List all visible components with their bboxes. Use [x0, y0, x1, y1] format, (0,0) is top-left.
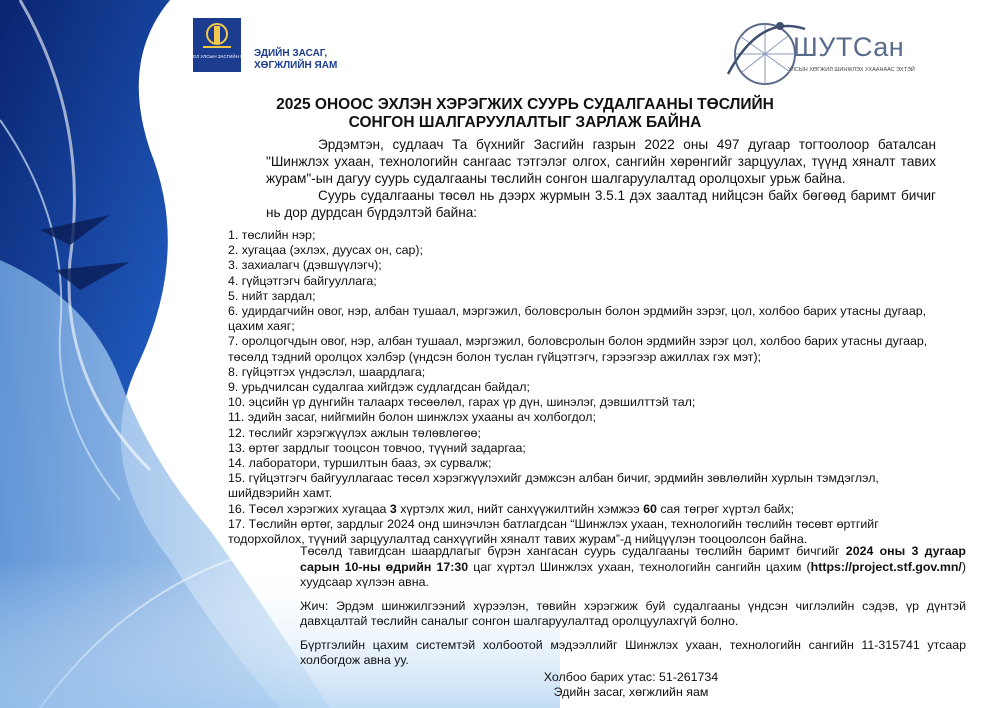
note-paragraph: Жич: Эрдэм шинжилгээний хүрээлэн, төвийн хэрэгжиж буй судалгааны үндсэн чиглэлийн сэдэв, үр дүнтэй давхцалтай төслийн саналыг сонгон шалгаруулалтад оролцуулахгүй болно.	[300, 598, 966, 628]
list-item: 9. урьдчилсан судалгаа хийгдэж судлагдсан байдал;	[228, 380, 530, 395]
list-item: 1. төслийн нэр;	[228, 228, 316, 242]
ministry-line-2: ХӨГЖЛИЙН ЯАМ	[254, 60, 338, 71]
req16-years: 3	[389, 501, 397, 516]
registration-paragraph: Бүртгэлийн цахим системтэй холбоотой мэдээллийг Шинжлэх ухаан, технологийн сангийн 11-315741 утсаар холбогдож авна уу.	[300, 637, 966, 667]
footer-ministry: Эдийн засаг, хөгжлийн яам	[553, 685, 709, 699]
ministry-logo-text	[254, 48, 337, 72]
intro-paragraph-2: Суурь судалгааны төсөл нь дээрх журмын 3.5.1 дэх заалтад нийцсэн байх бөгөөд баримт бичиг нь дор дурдсан бүрдэлтэй байна:	[266, 188, 936, 220]
list-item: 13. өртөг зардлыг тооцсон товчоо, түүний задаргаа;	[228, 440, 526, 455]
intro-section	[266, 136, 936, 221]
requirements-list	[228, 228, 948, 547]
list-item: 11. эдийн засаг, нийгмийн болон шинжлэх ухааны ач холбогдол;	[228, 410, 596, 425]
portal-link[interactable]: https://project.stf.gov.mn/	[810, 559, 962, 574]
list-item: 10. эцсийн үр дүнгийн талаарх төсөөлөл, гарах үр дүн, шинэлэг, дэвшилттэй тал;	[228, 395, 696, 410]
notes-section	[300, 544, 966, 677]
req16-suffix: сая төгрөг хүртэл байх;	[656, 501, 795, 516]
ministry-line-1: ЭДИЙН ЗАСАГ,	[254, 48, 328, 59]
deadline-middle: цаг хүртэл Шинжлэх ухаан, технологийн сангийн цахим (	[468, 559, 811, 574]
title-line-1: 2025 ОНООС ЭХЛЭН ХЭРЭГЖИХ СУУРЬ СУДАЛГААНЫ ТӨСЛИЙН	[276, 96, 774, 113]
svg-text:МОНГОЛ УЛСЫН ЗАСГИЙН ГАЗАР: МОНГОЛ УЛСЫН ЗАСГИЙН ГАЗАР	[180, 54, 254, 59]
deadline-prefix: Төсөлд тавигдсан шаардлагыг бүрэн хангасан суурь судалгааны төслийн баримт бичгийг	[300, 544, 846, 558]
list-item: 12. төслийг хэрэгжүүлэх ажлын төлөвлөгөө;	[228, 425, 481, 440]
req16-middle: хүртэлх жил, нийт санхүүжилтийн хэмжээ	[396, 501, 644, 516]
intro-paragraph-1: Эрдэмтэн, судлаач Та бүхнийг Засгийн газрын 2022 оны 497 дугаар тогтоолоор баталсан "Шинжлэх ухаан, технологийн сангаас тэтгэлэг олгох, сангийн хөрөнгийг зарцуулах, түүнд хяналт тавих журам"-ын дагуу суурь судалгааны төслийн сонгон шалгаруулалтад оролцохыг урьж байна.	[266, 137, 936, 186]
deadline-paragraph	[300, 544, 966, 591]
req16-amount: 60	[643, 501, 657, 516]
government-emblem-icon	[180, 18, 254, 72]
page-title	[230, 96, 820, 132]
stf-subtitle: УЛСЫН ХӨГЖИЛ ШИНЖЛЭХ УХААНААС ЭХТЭЙ	[788, 67, 915, 73]
deadline-date: 2024 оны 3 дугаар сарын 10-ны өдрийн 17:30	[300, 544, 966, 574]
list-item-16	[228, 502, 948, 517]
req16-prefix: 16. Төсөл хэрэгжих хугацаа	[228, 501, 390, 516]
list-item: 7. оролцогчдын овог, нэр, албан тушаал, мэргэжил, боловсролын болон эрдмийн зэрэг цол, холбоо барих утасны дугаар, төсөлд тэдний оролцох хэлбэр (үндсэн болон туслан гүйцэтгэгч, гэрээгээр ажиллах гэх мэт);	[228, 334, 928, 364]
list-item: 5. нийт зардал;	[228, 288, 316, 303]
deadline-suffix: ) хуудсаар хүлээн авна.	[300, 559, 966, 589]
list-item: 8. гүйцэтгэх үндэслэл, шаардлага;	[228, 364, 426, 379]
footer	[500, 670, 762, 700]
stf-name: ШУТСан	[793, 32, 905, 62]
list-item: 2. хугацаа (эхлэх, дуусах он, сар);	[228, 243, 423, 258]
list-item: 15. гүйцэтгэгч байгууллагаас төсөл хэрэгжүүлэхийг дэмжсэн албан бичиг, эрдмийн зөвлөлийн хурлын тэмдэглэл, шийдвэрийн хамт.	[228, 471, 879, 501]
list-item: 14. лаборатори, туршилтын бааз, эх сурвалж;	[228, 456, 492, 471]
list-item: 3. захиалагч (дэвшүүлэгч);	[228, 258, 382, 273]
contact-phone: Холбоо барих утас: 51-261734	[543, 670, 719, 684]
title-line-2: СОНГОН ШАЛГАРУУЛАЛТЫГ ЗАРЛАЖ БАЙНА	[348, 114, 702, 131]
list-item: 6. удирдагчийн овог, нэр, албан тушаал, мэргэжил, боловсролын болон эрдмийн зэрэг, цол, холбоо барих утасны дугаар, цахим хаяг;	[228, 304, 927, 334]
list-item-17: 17. Төслийн өртөг, зардлыг 2024 онд шинэчлэн батлагдсан “Шинжлэх ухаан, технологийн төслийн төсөвт өртгийг тодорхойлох, түүний зарцуулалтад санхүүгийн хяналт тавих журам”-д нийцүүлэн тооцоолсон байна.	[228, 516, 879, 547]
list-item: 4. гүйцэтгэгч байгууллага;	[228, 273, 377, 288]
